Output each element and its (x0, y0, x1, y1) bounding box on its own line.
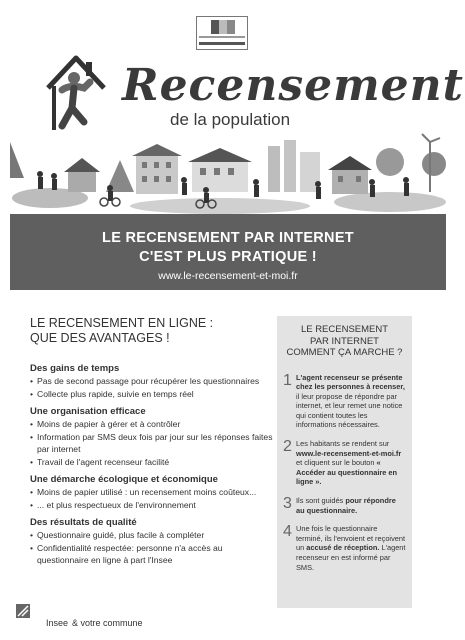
step-text: Une fois le questionnaire terminé, ils l'envoient et reçoivent un accusé de réception. L'agent recenseur en est informé par SMS. (296, 524, 406, 572)
headline-banner (10, 214, 446, 290)
town-illustration (10, 132, 446, 214)
advantage-group (30, 473, 275, 511)
banner-url-link[interactable]: www.le-recensement-et-moi.fr (158, 270, 298, 282)
step-number: 3 (283, 495, 292, 513)
advantage-group-title: Des gains de temps (30, 363, 120, 374)
insee-label: Insee (46, 618, 69, 628)
list-item: • Information par SMS deux fois par jour sur les réponses faites par internet (30, 431, 275, 456)
list-item: • ... et plus respectueux de l'environnement (30, 499, 275, 512)
advantage-group (30, 362, 275, 400)
tricolor-flag-icon (211, 20, 235, 34)
advantage-group (30, 405, 275, 468)
how-it-works-heading: LE RECENSEMENT PAR INTERNET COMMENT ÇA MARCHE ? (286, 324, 403, 358)
advantages-heading: LE RECENSEMENT EN LIGNE : QUE DES AVANTAGES ! (30, 316, 214, 345)
list-item: • Questionnaire guidé, plus facile à compléter (30, 529, 275, 542)
insee-logo-icon (14, 602, 44, 628)
banner-line-2: C'EST PLUS PRATIQUE ! (139, 249, 317, 265)
step-text: Les habitants se rendent sur www.le-recensement-et-moi.fr et cliquent sur le bouton « Accéder au questionnaire en ligne ». (296, 439, 402, 487)
step-item (283, 439, 406, 487)
step-item (283, 524, 406, 572)
page-title: Recensement (122, 60, 464, 111)
advantage-group-title: Une démarche écologique et économique (30, 474, 218, 485)
step-url-link[interactable]: www.le-recensement-et-moi.fr (296, 448, 402, 458)
step-number: 2 (283, 438, 292, 456)
list-item: • Collecte plus rapide, suivie en temps réel (30, 388, 275, 401)
list-item: • Moins de papier à gérer et à contrôler (30, 418, 275, 431)
list-item: • Travail de l'agent recenseur facilité (30, 456, 275, 469)
how-it-works-box (277, 316, 412, 608)
banner-line-1: LE RECENSEMENT PAR INTERNET (102, 230, 354, 246)
step-item (283, 496, 406, 515)
step-number: 4 (283, 523, 292, 541)
republique-francaise-seal (196, 16, 248, 50)
recensement-house-logo-icon (40, 48, 112, 134)
advantage-group-title: Une organisation efficace (30, 406, 146, 417)
list-item: • Pas de second passage pour récupérer les questionnaires (30, 375, 275, 388)
step-text: L'agent recenseur se présente chez les personnes à recenser, il leur propose de répondre par internet, et leur remet une notice qui contient toutes les informations nécessaires. (296, 372, 405, 430)
advantage-group (30, 516, 275, 567)
step-item (283, 373, 406, 431)
step-number: 1 (283, 371, 292, 389)
page-subtitle: de la population (170, 110, 291, 129)
commune-label: & votre commune (72, 618, 143, 628)
list-item: • Confidentialité respectée: personne n'a accès au questionnaire en ligne à part l'Insee (30, 542, 275, 567)
footer (14, 602, 143, 628)
advantage-group-title: Des résultats de qualité (30, 517, 137, 528)
advantages-section (30, 316, 275, 572)
list-item: • Moins de papier utilisé : un recensement moins coûteux... (30, 486, 275, 499)
step-text: Ils sont guidés pour répondre au questionnaire. (296, 496, 396, 515)
